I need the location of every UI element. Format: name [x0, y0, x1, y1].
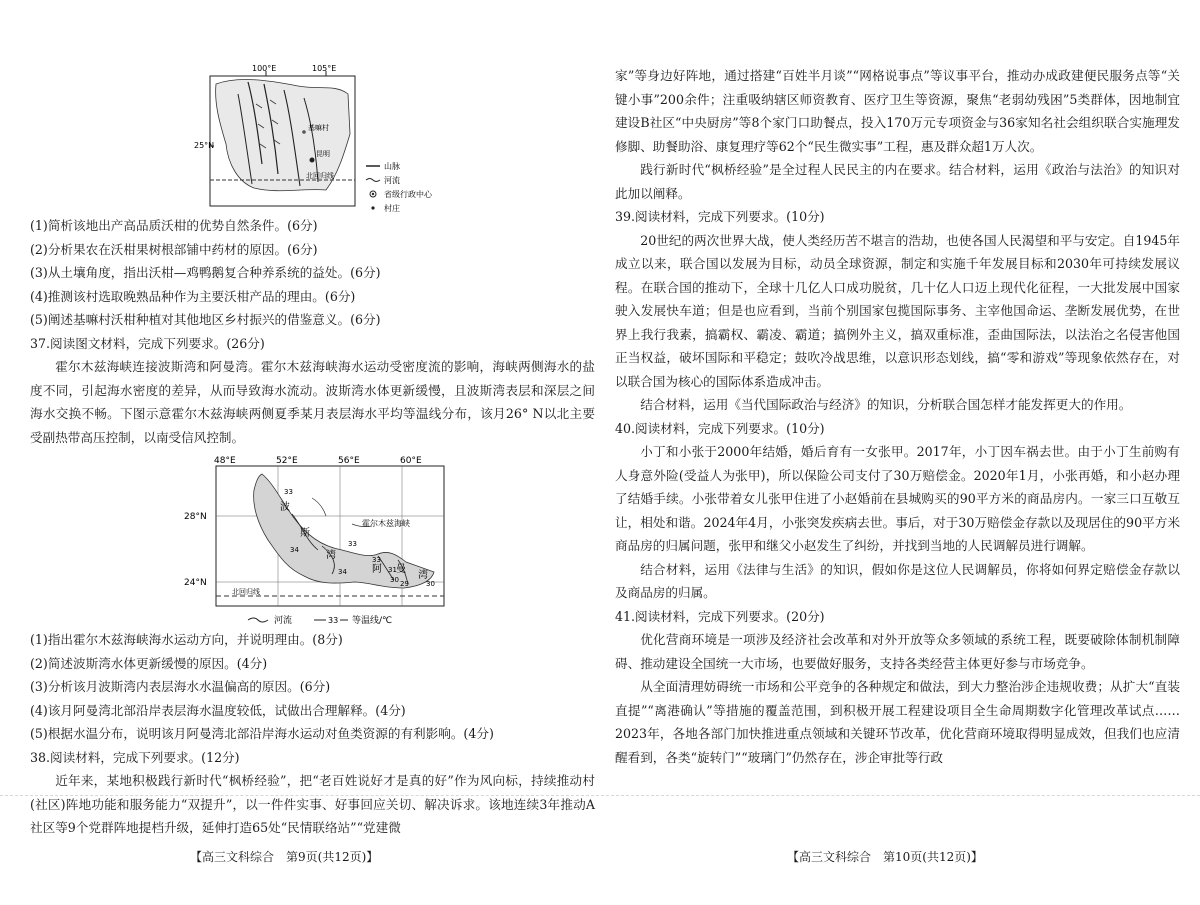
- q36-item: (4)推测该村选取晚熟品种作为主要沃柑产品的理由。(6分): [30, 288, 356, 304]
- map2-place-label: 斯: [300, 528, 310, 539]
- yunnan-map: [194, 64, 458, 214]
- map2-legend-label: 河流: [274, 616, 293, 626]
- map1-legend-label: 省级行政中心: [384, 190, 432, 199]
- map2-isotherm-label: 30: [390, 576, 399, 584]
- q38-question: 践行新时代“枫桥经验”是全过程人民民主的内在要求。结合材料，运用《政治与法治》的知识对此加以阐释。: [615, 162, 1180, 201]
- fold-line: [0, 795, 1200, 796]
- map2-legend-label: 等温线/℃: [352, 616, 393, 626]
- map2-isotherm-label: 34: [290, 546, 299, 554]
- q37-item: (3)分析该月波斯湾内表层海水水温偏高的原因。(6分): [30, 679, 331, 694]
- map2-lon-label: 60°E: [400, 456, 422, 466]
- q40-paragraph: 小丁和小张于2000年结婚，婚后育有一女张甲。2017年，小丁因车祸去世。由于小丁生前购有人身意外险(受益人为张甲)，所以保险公司支付了30万赔偿金。2020年1月，小张再婚，和小赵办理了结婚手续。小张带着女儿张甲住进了小赵婚前在县城购买的90平方米的商品房内。一家三口互敬互让，相处和谐。2024年4月，小张突发疾病去世。事后，对于30万赔偿金存款以及现居住的90平方米商品房的归属问题，张甲和继父小赵发生了纠纷，并找到当地的人民调解员进行调解。: [615, 444, 1180, 553]
- q36-item: (1)简析该地出产高品质沃柑的优势自然条件。(6分): [30, 218, 318, 233]
- q37-item: (1)指出霍尔木兹海峡海水运动方向，并说明理由。(8分): [30, 632, 343, 647]
- q38-paragraph-part2: 家”等身边好阵地，通过搭建“百姓半月谈”“网格说事点”等议事平台，推动办成政建便民服务点等“关键小事”200余件；注重吸纳辖区师资教育、医疗卫生等资源，聚焦“老弱幼残困”5类群体，因地制宜建设B社区“中央厨房”等8个家门口助餐点，投入170万元专项资金与36家知名社会组织联合实施理发修脚、助餐助浴、康复理疗等62个“民生微实事”工程，惠及群众超1万人次。: [615, 68, 1180, 154]
- map2-lat-label: 24°N: [184, 578, 207, 588]
- map2-isotherm-label: 33: [348, 540, 357, 548]
- q39-heading: 39.阅读材料，完成下列要求。(10分): [615, 209, 825, 224]
- map2-isotherm-label: 33: [284, 488, 293, 496]
- right-page: [615, 0, 1180, 905]
- map2-place-label: 波: [280, 502, 290, 513]
- q40-question: 结合材料，运用《法律与生活》的知识，假如你是这位人民调解员，你将如何界定赔偿金存款以及商品房的归属。: [615, 561, 1180, 600]
- map2-lon-label: 56°E: [338, 456, 360, 466]
- q36-item: (5)阐述基嘛村沃柑种植对其他地区乡村振兴的借鉴意义。(6分): [30, 312, 381, 327]
- map2-isotherm-label: 31: [388, 566, 397, 574]
- map2-lon-label: 52°E: [276, 456, 298, 466]
- map1-legend-label: 村庄: [384, 204, 400, 213]
- q37-heading: 37.阅读图文材料，完成下列要求。(26分): [30, 335, 265, 351]
- q38-heading: 38.阅读材料，完成下列要求。(12分): [30, 749, 240, 765]
- map1-lon-label: 100°E: [252, 64, 277, 73]
- map1-place-label: 北回归线: [306, 172, 334, 180]
- map1-legend-label: 山脉: [384, 162, 400, 171]
- q37-item: (4)该月阿曼湾北部沿岸表层海水温度较低，试做出合理解释。(4分): [30, 702, 406, 718]
- q41-paragraph: 优化营商环境是一项涉及经济社会改革和对外开放等众多领域的系统工程，既要破除体制机制障碍、推动建设全国统一大市场，也要做好服务，支持各类经营主体更好参与市场竞争。: [615, 632, 1180, 671]
- map2-place-label: 湾: [418, 570, 428, 581]
- map2-legend-label: 33: [328, 616, 339, 625]
- map1-place-label: 昆明: [316, 150, 330, 158]
- map2-place-label: 霍尔木兹海峡: [362, 519, 410, 528]
- map2-isotherm-label: 30: [426, 580, 435, 588]
- map2-place-label: 湾: [326, 550, 336, 561]
- map2-place-label: 北回归线: [232, 588, 260, 596]
- q36-item: (3)从土壤角度，指出沃柑—鸡鸭鹅复合种养系统的益处。(6分): [30, 265, 381, 280]
- map1-lon-label: 105°E: [312, 64, 337, 73]
- map2-lon-label: 48°E: [214, 456, 236, 466]
- q37-paragraph: 霍尔木兹海峡连接波斯湾和阿曼湾。霍尔木兹海峡海水运动受密度流的影响，海峡两侧海水的盐度不同，引起海水密度的差异，从而导致海水流动。波斯湾水体更新缓慢，且波斯湾表层和深层之间海水交换不畅。下图示意霍尔木兹海峡两侧夏季某月表层海水平均等温线分布，该月26° N以北主要受副热带高压控制，以南受信风控制。: [30, 359, 595, 445]
- q39-paragraph: 20世纪的两次世界大战，使人类经历苦不堪言的浩劫，也使各国人民渴望和平与安定。自1945年成立以来，联合国以发展为目标，动员全球资源，制定和实施千年发展目标和2030年可持续发展议程。在联合国的推动下，全球十几亿人口成功脱贫，几十亿人口迈上现代化征程，一大批发展中国家驶入发展快车道；但是也应看到，当前个别国家包揽国际事务、主宰他国命运、垄断发展优势，在世界上我行我素，搞霸权、霸凌、霸道；搞例外主义，搞双重标准，歪曲国际法，以法治之名侵害他国正当权益，破坏国际和平稳定；鼓吹冷战思维，以意识形态划线，搞“零和游戏”等现象依然存在，对以联合国为核心的国际体系造成冲击。: [615, 232, 1180, 389]
- map2-lat-label: 28°N: [184, 512, 207, 522]
- persian-gulf-map: [182, 454, 452, 634]
- q38-paragraph-part1: 近年来，某地积极践行新时代“枫桥经验”，把“老百姓说好才是真的好”作为风向标，持续推动村(社区)阵地功能和服务能力“双提升”，以一件件实事、好事回应关切、解决诉求。该地连续3年推动A社区等9个党群阵地提档升级，延伸打造65处“民情联络站”“党建微: [30, 773, 595, 835]
- map1-lat-label: 25°N: [194, 141, 215, 150]
- q41-heading: 41.阅读材料，完成下列要求。(20分): [615, 608, 825, 624]
- page-footer-left: 【高三文科综合 第9页(共12页)】: [190, 850, 379, 864]
- map2-isotherm-label: 33: [372, 556, 381, 564]
- map1-legend-label: 河流: [384, 176, 400, 185]
- q37-item: (2)简述波斯湾水体更新缓慢的原因。(4分): [30, 655, 268, 671]
- q41-paragraph: 从全面清理妨碍统一市场和公平竞争的各种规定和做法，到大力整治涉企违规收费；从扩大“直装直提”“离港确认”等措施的覆盖范围，到积极开展工程建设项目全生命周期数字化管理改革试点……2023年，各地各部门加快推进重点领域和关键环节改革，优化营商环境取得明显成效，但我们也应清醒看到，各类“旋转门”“玻璃门”仍然存在，涉企审批等行政: [615, 679, 1180, 765]
- map1-place-label: 基嘛村: [308, 124, 329, 132]
- map2-isotherm-label: 29: [400, 580, 409, 588]
- left-page: [30, 0, 595, 905]
- map2-isotherm-label: 34: [338, 568, 347, 576]
- q40-heading: 40.阅读材料，完成下列要求。(10分): [615, 420, 825, 436]
- q39-question: 结合材料，运用《当代国际政治与经济》的知识，分析联合国怎样才能发挥更大的作用。: [640, 397, 1132, 412]
- map2-place-label: 曼: [396, 564, 406, 575]
- map2-place-label: 阿: [372, 564, 382, 575]
- q37-item: (5)根据水温分布，说明该月阿曼湾北部沿岸海水运动对鱼类资源的有利影响。(4分): [30, 726, 494, 741]
- page-footer-right: 【高三文科综合 第10页(共12页)】: [787, 850, 983, 864]
- q36-item: (2)分析果农在沃柑果树根部铺中药材的原因。(6分): [30, 241, 318, 257]
